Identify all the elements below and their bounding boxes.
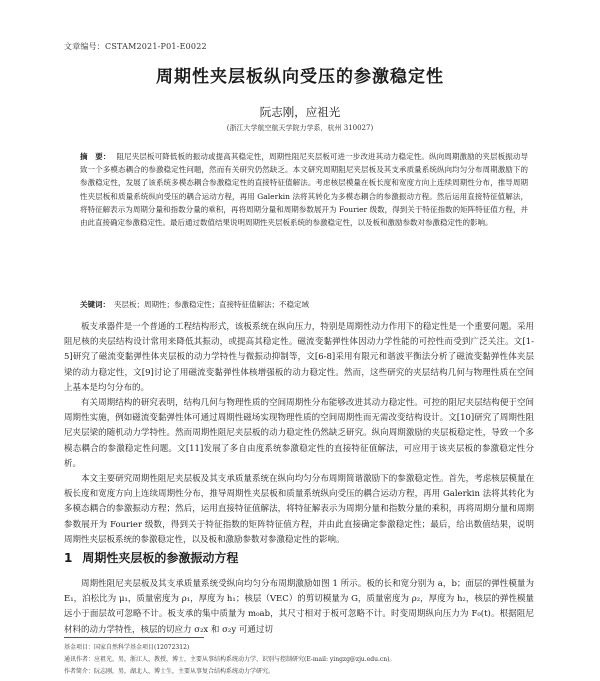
section-heading <box>64 549 238 566</box>
abstract-label: 摘 要： <box>80 152 111 161</box>
paper-affiliation: (浙江大学航空航天学院力学系，杭州 310027) <box>226 124 374 132</box>
article-number: 文章编号：CSTAM2021-P01-E0022 <box>64 42 207 51</box>
abstract-text: 阻尼夹层板可降低板的振动或提高其稳定性，周期性阻尼夹层板可进一步改进其动力稳定性。纵向周期激励的夹层板振动导致一个多模态耦合的参激稳定性问题，然而有关研究仍然缺乏。本文研究周期阻尼夹层板及其支承质量系统纵向均匀分布周期激励下的参激稳定性，发展了该系统多模态耦合参激稳定性的直接特征值解法。考虑核层模量在板长度和宽度方向上连续周期性分布，推导周期性夹层板和质量系统纵向受压的耦合运动方程，再用 Galerkin 法将其转化为多模态耦合的参激振动方程。然后运用直接特征值解法，将特征解表示为周期分量和指数分量的乘积，再将周期分量和周期参数展开为 Fourier 级数，得到关于特征指数的矩阵特征值方程，并由此直接确定参激稳定性。最后通过数值结果说明周期性夹层板系统的参激稳定性，以及板和激励参数对参激稳定性的影响。 <box>80 152 529 228</box>
paper-title: 周期性夹层板纵向受压的参激稳定性 <box>156 67 444 87</box>
intro-paragraph-1: 板支承器件是一个普通的工程结构形式，该板系统在纵向压力，特别是周期性动力作用下的稳定性是一个重要问题。采用阻尼核的夹层结构设计常用来降低其振动，或提高其稳定性。磁流变黏弹性体因动力学性能的可控性而受到广泛关注。文[1-5]研究了磁流变黏弹性体夹层板的动力学特性与微振动抑制等，文[6-8]采用有限元和谐波平衡法分析了磁流变黏弹性体夹层梁的动力稳定性，文[9]讨论了用磁流变黏弹性体核增强板的动力稳定性。然而，这些研究的夹层结构几何与物理性质在空间上基本是均匀分布的。 <box>64 322 534 393</box>
section-title: 周期性夹层板的参激振动方程 <box>82 551 239 565</box>
footnotes <box>64 642 534 678</box>
footnote-author-bio: 作者简介：阮志刚，男，湖北人，博士生，主要从事复合结构系统动力学研究。 <box>64 668 275 675</box>
section-body <box>64 577 534 638</box>
section-number: 1 <box>64 551 73 565</box>
footnote-fund: 基金项目：国家自然科学基金项目(12072312) <box>64 644 190 651</box>
keywords-label: 关键词： <box>80 300 110 309</box>
section-paragraph: 周期性阻尼夹层板及其支承质量系统受纵向均匀分布周期激励如图 1 所示。板的长和宽分别为 a，b；面层的弹性模量为 E₁，泊松比为 μ₁，质量密度为 ρ₁，厚度为 h₁；核层（VEC）的剪切模量为 G，质量密度为 ρ₂，厚度为 h₂，核层的弹性模量远小于面层故可忽略不计。板支承的集中质量为 m₀ab，其尺寸相对于板可忽略不计。时变周期纵向压力为 F₀(t)。根据阻尼材料的动力学特性，核层的切应力 σ₂x 和 σ₂y 可通过切 <box>64 579 534 635</box>
paper-authors: 阮志刚，应祖光 <box>259 105 341 119</box>
keywords <box>80 299 528 310</box>
keywords-text: 夹层板；周期性；参激稳定性；直接特征值解法；不稳定域 <box>114 300 309 309</box>
abstract <box>80 150 528 229</box>
intro-paragraph-2: 有关周期结构的研究表明，结构几何与物理性质的空间周期性分布能够改进其动力稳定性。可控的阻尼夹层结构便于空间周期性实施，例如磁流变黏弹性体可通过周期性磁场实现物理性质的空间周期性而无需改变结构设计。文[10]研究了周期性阻尼夹层梁的随机动力学特性。然而周期性阻尼夹层板的动力稳定性仍然缺乏研究。纵向周期激励的夹层板稳定性，导致一个多模态耦合的参激稳定性问题。文[11]发展了多自由度系统参激稳定性的直接特征值解法，可应用于该夹层板的参激稳定性分析。 <box>64 398 534 469</box>
footnote-divider <box>64 637 204 638</box>
footnote-corresponding-author: 通讯作者：应祖光，男，浙江人，教授，博士，主要从事结构系统动力学、识别与控制研究(E-mail: yingzg@zju.edu.cn)。 <box>64 656 396 663</box>
introduction <box>64 320 534 548</box>
intro-paragraph-3: 本文主要研究周期性阻尼夹层板及其支承质量系统在纵向均匀分布周期简谐激励下的参激稳定性。首先，考虑核层模量在板长度和宽度方向上连续周期性分布，推导周期性夹层板和质量系统纵向受压的耦合运动方程，再用 Galerkin 法将其转化为多模态耦合的参激振动方程；然后，运用直接特征值解法，将特征解表示为周期分量和指数分量的乘积，再将周期分量和周期参数展开为 Fourier 级数，得到关于特征指数的矩阵特征值方程，并由此直接确定参激稳定性；最后，给出数值结果，说明周期性夹层板系统的参激稳定性，以及板和激励参数对参激稳定性的影响。 <box>64 474 534 545</box>
